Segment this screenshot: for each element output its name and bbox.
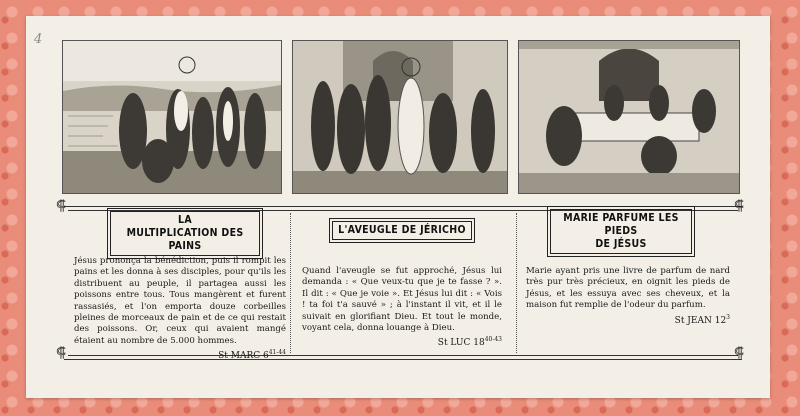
panel-3-text: Marie ayant pris une livre de parfum de nard très pur très précieux, en oignit les pieds de Jésus, et les essuya avec ses cheveux, et la maison fut remplie de l'odeur du parfum. St JEAN $12^3$ — [526, 266, 730, 326]
panel-1-title: LA MULTIPLICATION DES PAINS — [110, 211, 260, 256]
panel-1-reference: St MARC 6$^{41-44}$ — [218, 349, 286, 362]
panel-3-title: MARIE PARFUME LES PIEDS DE JÉSUS — [550, 209, 692, 254]
ornament-top-left: ⸿ — [56, 198, 66, 214]
ornament-bottom-right: ⸿ — [734, 345, 744, 361]
panel-2-reference: St LUC 18$^{40-43}$ — [437, 336, 502, 349]
holy-card — [26, 16, 770, 398]
panel-3-reference: St JEAN $12^3$ — [674, 313, 730, 326]
panel-1-text: Jésus prononça la bénédiction, puis il rompit les pains et les donna à ses disciples, pour qu'ils les distribuent au peuple, il partagea aussi les poissons entre tous. Tous mangèrent et furent rassasiés, et l'on emporta douze corbeilles pleines de morceaux de pain et de ce qui restait des poissons. Or, ceux qui avaient mangé étaient au nombre de 5.000 hommes. St MARC 6$^{41-44}$ — [74, 256, 286, 362]
panel-2-text: Quand l'aveugle se fut approché, Jésus lui demanda : « Que veux-tu que je te fasse ? ». Il dit : « Que je voie ». Et Jésus lui dit : « Vois ! ta foi t'a sauvé » ; à l'instant il vit, et il le suivait en glorifiant Dieu. Et tout le monde, voyant cela, donna louange à Dieu. St LUC 18$^{40-43}$ — [302, 266, 502, 349]
ornament-bottom-left: ⸿ — [56, 345, 66, 361]
divider-2 — [516, 213, 517, 353]
illustration-multiplication — [62, 40, 282, 194]
pencil-mark: 4 — [34, 32, 43, 47]
panel-2-title: L'AVEUGLE DE JÉRICHO — [332, 221, 472, 240]
ornament-top-right: ⸿ — [734, 198, 744, 214]
divider-1 — [290, 213, 291, 353]
illustration-marie — [518, 40, 740, 194]
illustration-aveugle — [292, 40, 508, 194]
